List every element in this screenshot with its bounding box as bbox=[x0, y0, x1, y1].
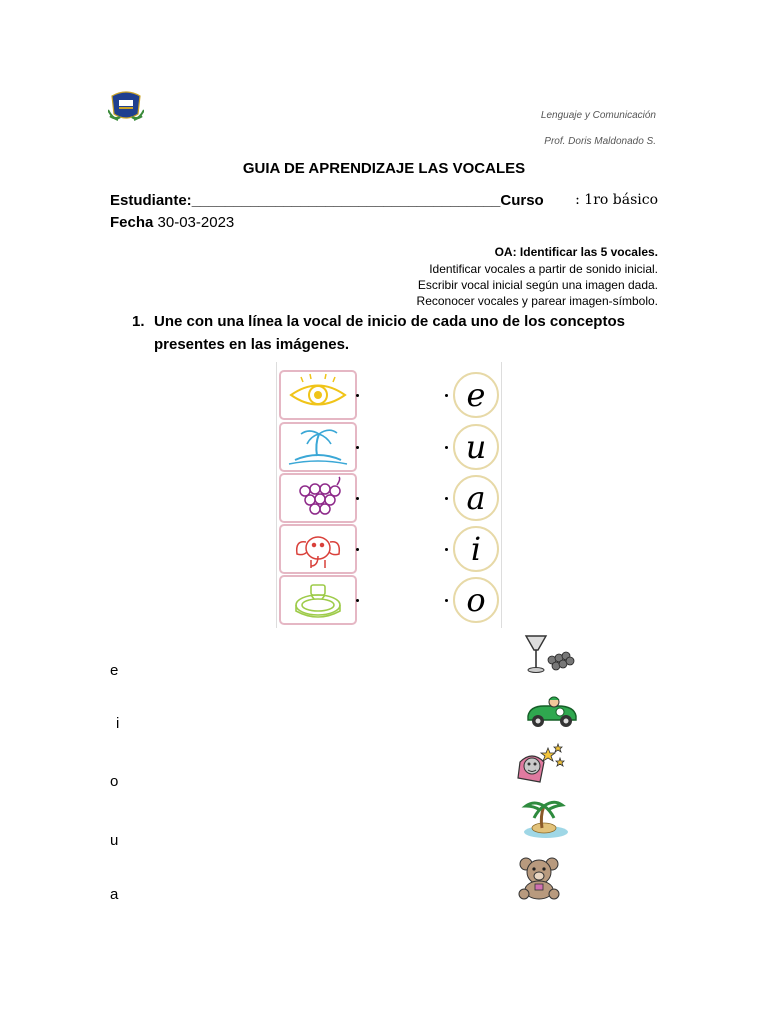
match-dot-left[interactable] bbox=[356, 446, 359, 449]
match-vowel: e bbox=[453, 372, 499, 418]
instruction-text: Une con una línea la vocal de inicio de cada uno de los conceptos presentes en las imágenes. bbox=[154, 313, 625, 353]
match-vowel: o bbox=[453, 577, 499, 623]
match-vowel: i bbox=[453, 526, 499, 572]
match-dot-left[interactable] bbox=[356, 599, 359, 602]
match-dot-left[interactable] bbox=[356, 394, 359, 397]
match-dot-left[interactable] bbox=[356, 548, 359, 551]
ring-icon bbox=[281, 577, 355, 623]
subject-label: Lenguaje y Comunicación bbox=[540, 110, 656, 121]
match-dot-right[interactable] bbox=[445, 497, 448, 500]
objective-item: Identificar vocales a partir de sonido inicial. bbox=[429, 262, 658, 276]
match-dot-right[interactable] bbox=[445, 548, 448, 551]
student-row bbox=[110, 192, 658, 209]
picture-box bbox=[279, 370, 357, 420]
student-label: Estudiante: bbox=[110, 192, 192, 209]
bottom-vowel: i bbox=[116, 715, 120, 732]
instruction-number: 1. bbox=[132, 313, 145, 330]
palm-island-icon bbox=[518, 800, 570, 845]
match-dot-right[interactable] bbox=[445, 446, 448, 449]
date-value: 30-03-2023 bbox=[157, 214, 235, 231]
objective-main: OA: Identificar las 5 vocales. bbox=[494, 245, 658, 259]
glass-grapes-icon bbox=[522, 634, 580, 681]
car-icon bbox=[524, 692, 580, 735]
picture-box bbox=[279, 473, 357, 523]
bottom-vowel: o bbox=[110, 773, 119, 790]
island-palm-icon bbox=[281, 424, 355, 470]
picture-box bbox=[279, 524, 357, 574]
eye-icon bbox=[281, 372, 355, 418]
elephant-icon bbox=[281, 526, 355, 572]
bottom-vowel: a bbox=[110, 886, 119, 903]
course-value: 1ro básico bbox=[584, 192, 658, 208]
date-label: Fecha bbox=[110, 214, 154, 231]
matching-exercise bbox=[276, 362, 502, 628]
date-row bbox=[110, 214, 234, 231]
school-logo bbox=[108, 86, 144, 124]
page-title: GUIA DE APRENDIZAJE LAS VOCALES bbox=[242, 160, 526, 177]
course-separator: : bbox=[575, 192, 585, 208]
match-dot-left[interactable] bbox=[356, 497, 359, 500]
instruction bbox=[132, 310, 652, 356]
teddy-bear-icon bbox=[516, 856, 562, 905]
teacher-label: Prof. Doris Maldonado S. bbox=[544, 136, 656, 147]
bottom-vowel: e bbox=[110, 662, 119, 679]
match-vowel: a bbox=[453, 475, 499, 521]
match-dot-right[interactable] bbox=[445, 394, 448, 397]
grapes-icon bbox=[281, 475, 355, 521]
match-vowel: u bbox=[453, 424, 499, 470]
course-label: Curso bbox=[500, 192, 544, 209]
picture-box bbox=[279, 422, 357, 472]
student-name-line[interactable]: _____________________________________ bbox=[191, 192, 501, 209]
match-dot-right[interactable] bbox=[445, 599, 448, 602]
clown-box-icon bbox=[512, 742, 568, 791]
objective-item: Reconocer vocales y parear imagen-símbolo. bbox=[416, 294, 658, 308]
picture-box bbox=[279, 575, 357, 625]
bottom-vowel: u bbox=[110, 832, 119, 849]
objective-item: Escribir vocal inicial según una imagen dada. bbox=[417, 278, 658, 292]
